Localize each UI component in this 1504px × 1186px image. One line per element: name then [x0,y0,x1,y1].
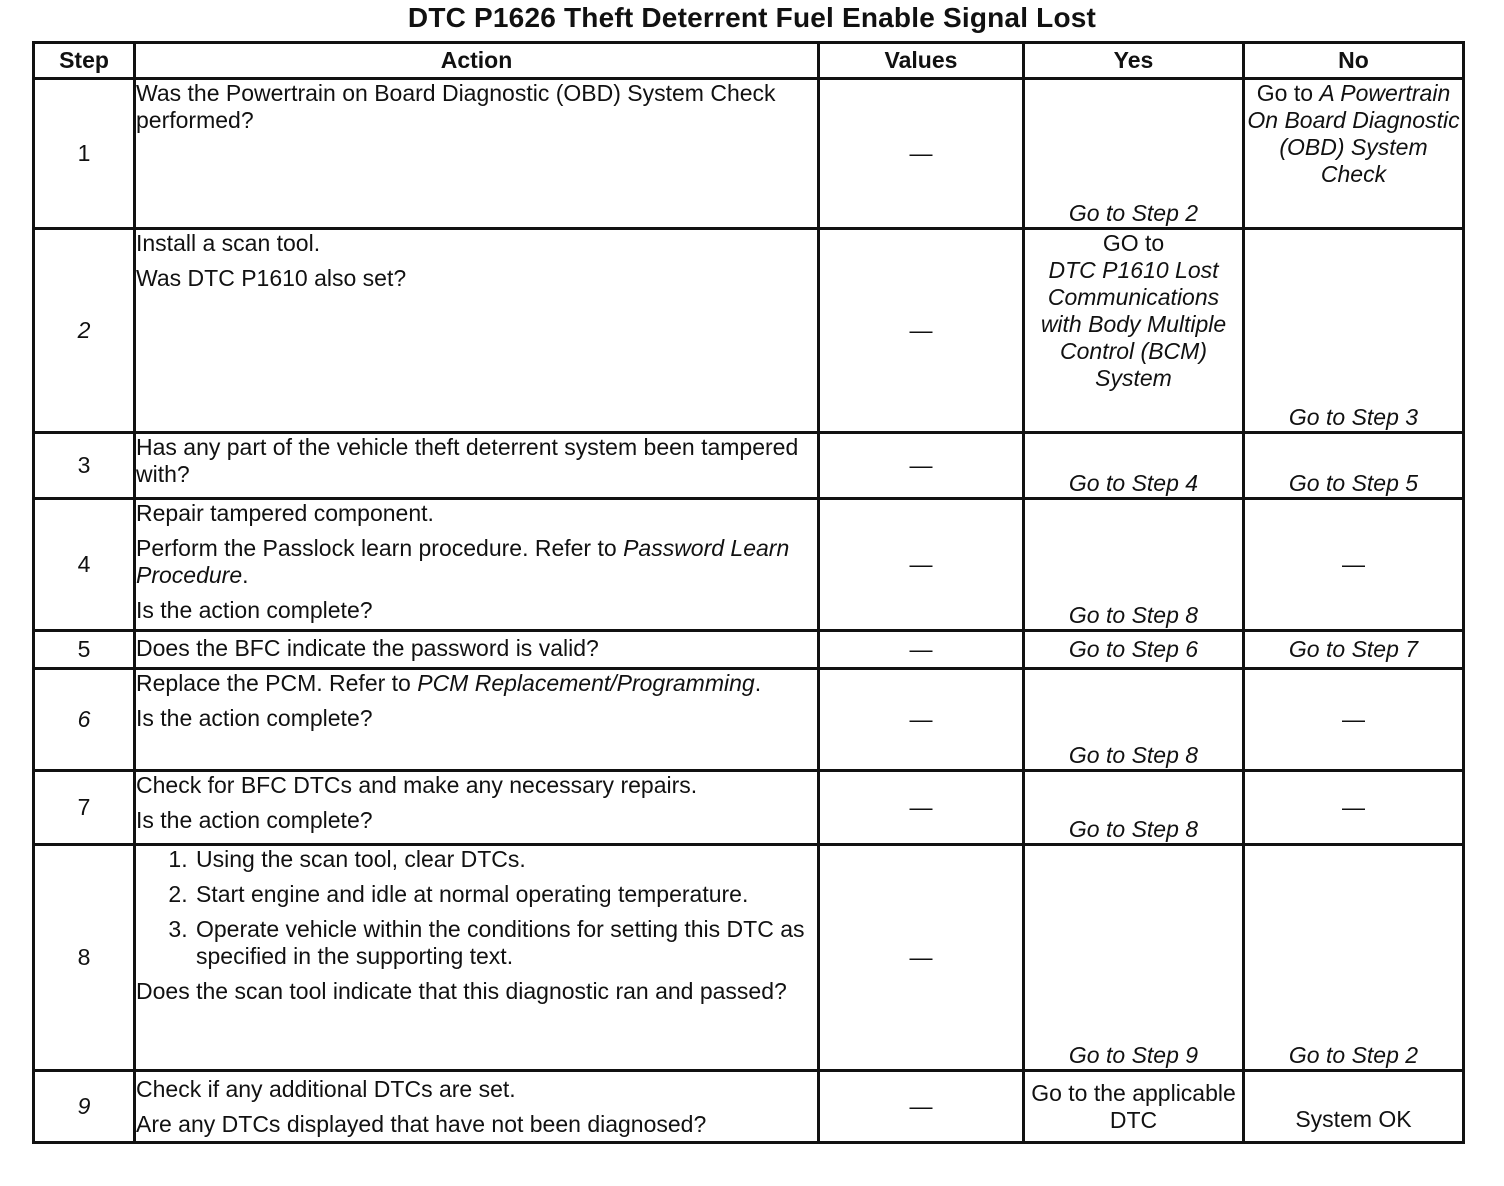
action-text: Repair tampered component. [136,500,434,526]
values-cell: — [819,433,1024,499]
diagnostic-table [32,41,1465,1144]
action-text-prefix: Replace the PCM. Refer to [136,670,418,696]
yes-prefix: GO to [1102,230,1165,256]
table-row [34,499,1464,631]
action-question: Is the action complete? [136,705,373,731]
no-cell: — [1244,771,1464,845]
yes-link[interactable]: Go to Step 8 [1024,499,1244,631]
no-cell: System OK [1244,1071,1464,1143]
yes-link[interactable]: Go to the applicable DTC [1024,1071,1244,1143]
values-cell: — [819,79,1024,229]
no-cell: — [1244,499,1464,631]
values-cell: — [819,669,1024,771]
procedure-link[interactable]: PCM Replacement/Programming [417,670,755,696]
values-cell: — [819,631,1024,669]
table-row [34,771,1464,845]
values-cell: — [819,229,1024,433]
yes-cell [1024,229,1244,433]
action-cell [135,499,819,631]
yes-link[interactable]: Go to Step 4 [1024,433,1244,499]
table-row [34,845,1464,1071]
step-number: 1 [34,79,135,229]
action-question: Is the action complete? [136,807,373,833]
procedure-link[interactable]: Password Learn Procedure [136,535,790,588]
header-yes: Yes [1024,43,1244,79]
page-title: DTC P1626 Theft Deterrent Fuel Enable Signal Lost [407,2,1097,33]
table-row [34,631,1464,669]
table-row [34,1071,1464,1143]
step-number: 2 [34,229,135,433]
action-text [136,670,817,697]
no-link[interactable]: Go to Step 7 [1244,631,1464,669]
table-row [34,229,1464,433]
list-item: 3. Operate vehicle within the conditions for setting this DTC as specified in the supporting text. [194,916,817,970]
no-link[interactable]: Go to Step 5 [1244,433,1464,499]
action-cell [135,669,819,771]
step-number: 6 [34,669,135,771]
no-prefix: Go to [1256,80,1320,106]
values-cell: — [819,845,1024,1071]
step-number: 3 [34,433,135,499]
action-text: Check for BFC DTCs and make any necessary repairs. [136,772,698,798]
action-text-suffix: . [754,670,762,696]
list-item: 1. Using the scan tool, clear DTCs. [194,846,817,873]
table-row [34,669,1464,771]
values-cell: — [819,771,1024,845]
yes-link[interactable]: Go to Step 8 [1024,771,1244,845]
no-link[interactable]: Go to Step 3 [1244,229,1464,433]
action-cell [135,845,819,1071]
yes-link[interactable]: Go to Step 2 [1024,79,1244,229]
yes-link[interactable]: Go to Step 8 [1024,669,1244,771]
values-cell: — [819,499,1024,631]
header-no: No [1244,43,1464,79]
yes-link[interactable]: Go to Step 6 [1024,631,1244,669]
action-text [136,535,817,589]
yes-link[interactable]: Go to Step 9 [1024,845,1244,1071]
action-question: Does the scan tool indicate that this diagnostic ran and passed? [136,978,787,1004]
step-number: 9 [34,1071,135,1143]
header-step: Step [34,43,135,79]
no-link[interactable]: Go to Step 2 [1244,845,1464,1071]
action-cell [135,631,819,669]
no-link[interactable]: A Powertrain On Board Diagnostic (OBD) System Check [1247,80,1460,187]
step-number: 7 [34,771,135,845]
action-cell [135,433,819,499]
yes-link[interactable]: DTC P1610 Lost Communications with Body Multiple Control (BCM) System [1040,257,1227,391]
action-text: Check if any additional DTCs are set. [136,1076,516,1102]
table-header-row [34,43,1464,79]
action-text: Was the Powertrain on Board Diagnostic (OBD) System Check performed? [136,80,776,133]
action-text-prefix: Perform the Passlock learn procedure. Refer to [136,535,624,561]
table-row [34,433,1464,499]
no-cell: — [1244,669,1464,771]
action-text: Install a scan tool. [136,230,321,256]
list-item: 2. Start engine and idle at normal operating temperature. [194,881,817,908]
step-number: 8 [34,845,135,1071]
action-question: Was DTC P1610 also set? [136,265,407,291]
action-question: Does the BFC indicate the password is valid? [136,635,599,661]
procedure-list [136,846,817,970]
values-cell: — [819,1071,1024,1143]
step-number: 5 [34,631,135,669]
header-action: Action [135,43,819,79]
action-cell [135,79,819,229]
action-question: Are any DTCs displayed that have not been diagnosed? [136,1111,707,1137]
header-values: Values [819,43,1024,79]
action-question: Has any part of the vehicle theft deterrent system been tampered with? [136,434,799,487]
table-row [34,79,1464,229]
no-cell [1244,79,1464,229]
action-question: Is the action complete? [136,597,373,623]
action-cell [135,771,819,845]
action-text-suffix: . [242,562,249,588]
action-cell [135,1071,819,1143]
step-number: 4 [34,499,135,631]
action-cell [135,229,819,433]
